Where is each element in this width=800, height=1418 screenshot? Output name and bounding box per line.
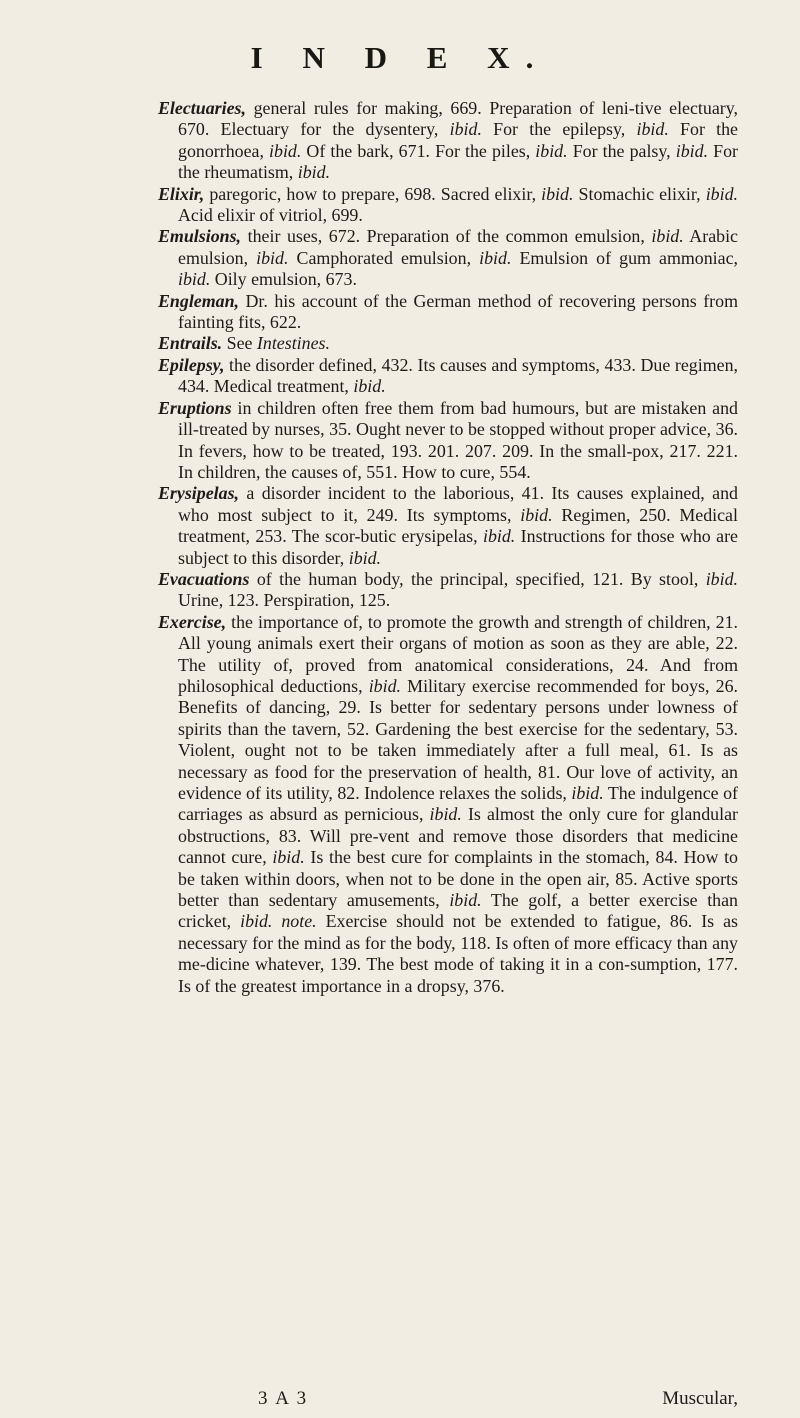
ibid-reference: ibid.: [272, 847, 305, 868]
entry-text: a disorder incident to the laborious, 41. Its causes explained, and who most subject to it, 249. Its symptoms,: [178, 483, 738, 525]
ibid-reference: ibid.: [705, 568, 738, 589]
entry-headword: Exercise,: [158, 611, 227, 632]
entry-headword: Epilepsy,: [158, 354, 225, 375]
ibid-reference: ibid.: [479, 247, 512, 268]
entry-text: general rules for making, 669. Preparation of leni-tive electuary, 670. Electuary for the dysentery,: [178, 98, 738, 140]
entry-text: the importance of, to promote the growth and strength of children, 21. All young animals exert their organs of motion as soon as they are able, 22. The utility of, proved from anatomical considerations, 24. And from philosophical deductions,: [178, 611, 738, 696]
entry-text: Emulsion of gum ammoniac,: [511, 247, 738, 268]
ibid-reference: ibid.: [297, 162, 331, 183]
index-entry: [158, 98, 738, 184]
entry-text: the disorder defined, 432. Its causes and symptoms, 433. Due regimen, 434. Medical treatment,: [178, 354, 738, 397]
ibid-reference: ibid.: [449, 119, 482, 140]
index-entry: [158, 398, 738, 484]
index-entry: [158, 612, 738, 997]
page-footer: [258, 1388, 738, 1410]
entry-text: Exercise should not be extended to fatigue, 86. Is as necessary for the mind as for the body, 118. Is often of more efficacy than any me-dicine whatever, 139. The best mode of taking it in a con-sumption, 177. Is of the greatest importance in a dropsy, 376.: [178, 911, 738, 996]
entry-text: Instructions for those who are subject to this disorder,: [178, 526, 738, 568]
entry-text: Acid elixir of vitriol, 699.: [178, 205, 363, 226]
entry-text: For the palsy,: [567, 140, 676, 161]
ibid-reference: ibid.: [353, 376, 386, 397]
index-entry: [158, 483, 738, 569]
ibid-reference: ibid.: [449, 890, 482, 911]
entry-text: paregoric, how to prepare, 698. Sacred elixir,: [204, 183, 542, 204]
running-head: I N D E X.: [250, 40, 550, 75]
entry-text: Of the bark, 671. For the piles,: [301, 140, 536, 161]
entry-headword: Erysipelas,: [158, 483, 240, 504]
entry-text: Regimen, 250. Medical treatment, 253. The scor-butic erysipelas,: [178, 504, 738, 547]
catchword: Muscular,: [662, 1388, 738, 1409]
entry-headword: Engleman,: [158, 290, 240, 311]
index-entries: [158, 98, 738, 997]
entry-headword: Elixir,: [158, 183, 205, 204]
ibid-reference: ibid.: [520, 504, 553, 525]
index-entry: [158, 355, 738, 398]
entry-text: Is almost the only cure for glandular obstructions, 83. Will pre-vent and remove those disorders that medicine cannot cure,: [178, 804, 738, 868]
ibid-reference: Intestines.: [256, 333, 330, 354]
ibid-reference: ibid.: [636, 119, 669, 140]
entry-text: For the epilepsy,: [481, 119, 637, 140]
entry-text: Urine, 123. Perspiration, 125.: [178, 590, 391, 611]
index-entry: [158, 184, 738, 227]
entry-text: For the gonorrhoea,: [178, 119, 738, 161]
entry-text: Oily emulsion, 673.: [210, 269, 357, 290]
ibid-reference: ibid.: [571, 783, 604, 803]
ibid-reference: ibid.: [178, 269, 211, 290]
entry-text: of the human body, the principal, specified, 121. By stool,: [249, 568, 706, 589]
entry-text: Arabic emulsion,: [178, 226, 738, 268]
entry-headword: Evacuations: [158, 568, 250, 589]
entry-text: Dr. his account of the German method of recovering persons from fainting fits, 622.: [178, 290, 738, 333]
ibid-reference: ibid.: [348, 547, 382, 568]
ibid-reference: ibid.: [675, 140, 709, 161]
ibid-reference: ibid. note.: [240, 911, 317, 932]
ibid-reference: ibid.: [429, 804, 462, 825]
entry-text: their uses, 672. Preparation of the common emulsion,: [241, 226, 652, 247]
entry-text: The golf, a better exercise than cricket,: [178, 890, 738, 932]
index-entry: [158, 569, 738, 612]
entry-headword: Entrails.: [158, 333, 223, 354]
ibid-reference: ibid.: [541, 183, 574, 204]
entry-text: The indulgence of carriages as absurd as pernicious,: [178, 783, 738, 825]
ibid-reference: ibid.: [482, 526, 516, 547]
entry-text: Camphorated emulsion,: [288, 247, 480, 268]
ibid-reference: ibid.: [535, 140, 568, 161]
entry-headword: Emulsions,: [158, 226, 242, 247]
ibid-reference: ibid.: [705, 183, 739, 204]
ibid-reference: ibid.: [269, 140, 302, 161]
signature-mark: 3 A 3: [258, 1388, 309, 1409]
entry-text: See: [222, 333, 257, 354]
entry-headword: Eruptions: [158, 397, 232, 418]
ibid-reference: ibid.: [651, 226, 684, 247]
index-entry: [158, 333, 738, 354]
ibid-reference: ibid.: [256, 247, 289, 268]
entry-text: Military exercise recommended for boys, 26. Benefits of dancing, 29. Is better for sedentary persons under lowness of spirits than the tavern, 52. Gardening the best exercise for the sedentary, 53. Violent, ought not to be taken immediately after a full meal, 61. Is as necessary as food for the preservation of health, 81. Our love of activity, an evidence of its utility, 82. Indolence relaxes the solids,: [178, 675, 739, 803]
index-entry: [158, 291, 738, 334]
index-entry: [158, 226, 738, 290]
entry-text: Is the best cure for complaints in the stomach, 84. How to be taken within doors, when not to be done in the open air, 85. Active sports better than sedentary amusements,: [178, 847, 739, 911]
entry-text: Stomachic elixir,: [573, 183, 706, 204]
entry-text: For the rheumatism,: [178, 140, 738, 183]
ibid-reference: ibid.: [368, 675, 402, 696]
entry-headword: Electuaries,: [158, 98, 246, 118]
entry-text: in children often free them from bad humours, but are mistaken and ill-treated by nurses, 35. Ought never to be stopped without proper advice, 36. In fevers, how to be treated, 193. 201. 207. 209. In the small-pox, 217. 221. In children, the causes of, 551. How to cure, 554.: [178, 397, 738, 482]
